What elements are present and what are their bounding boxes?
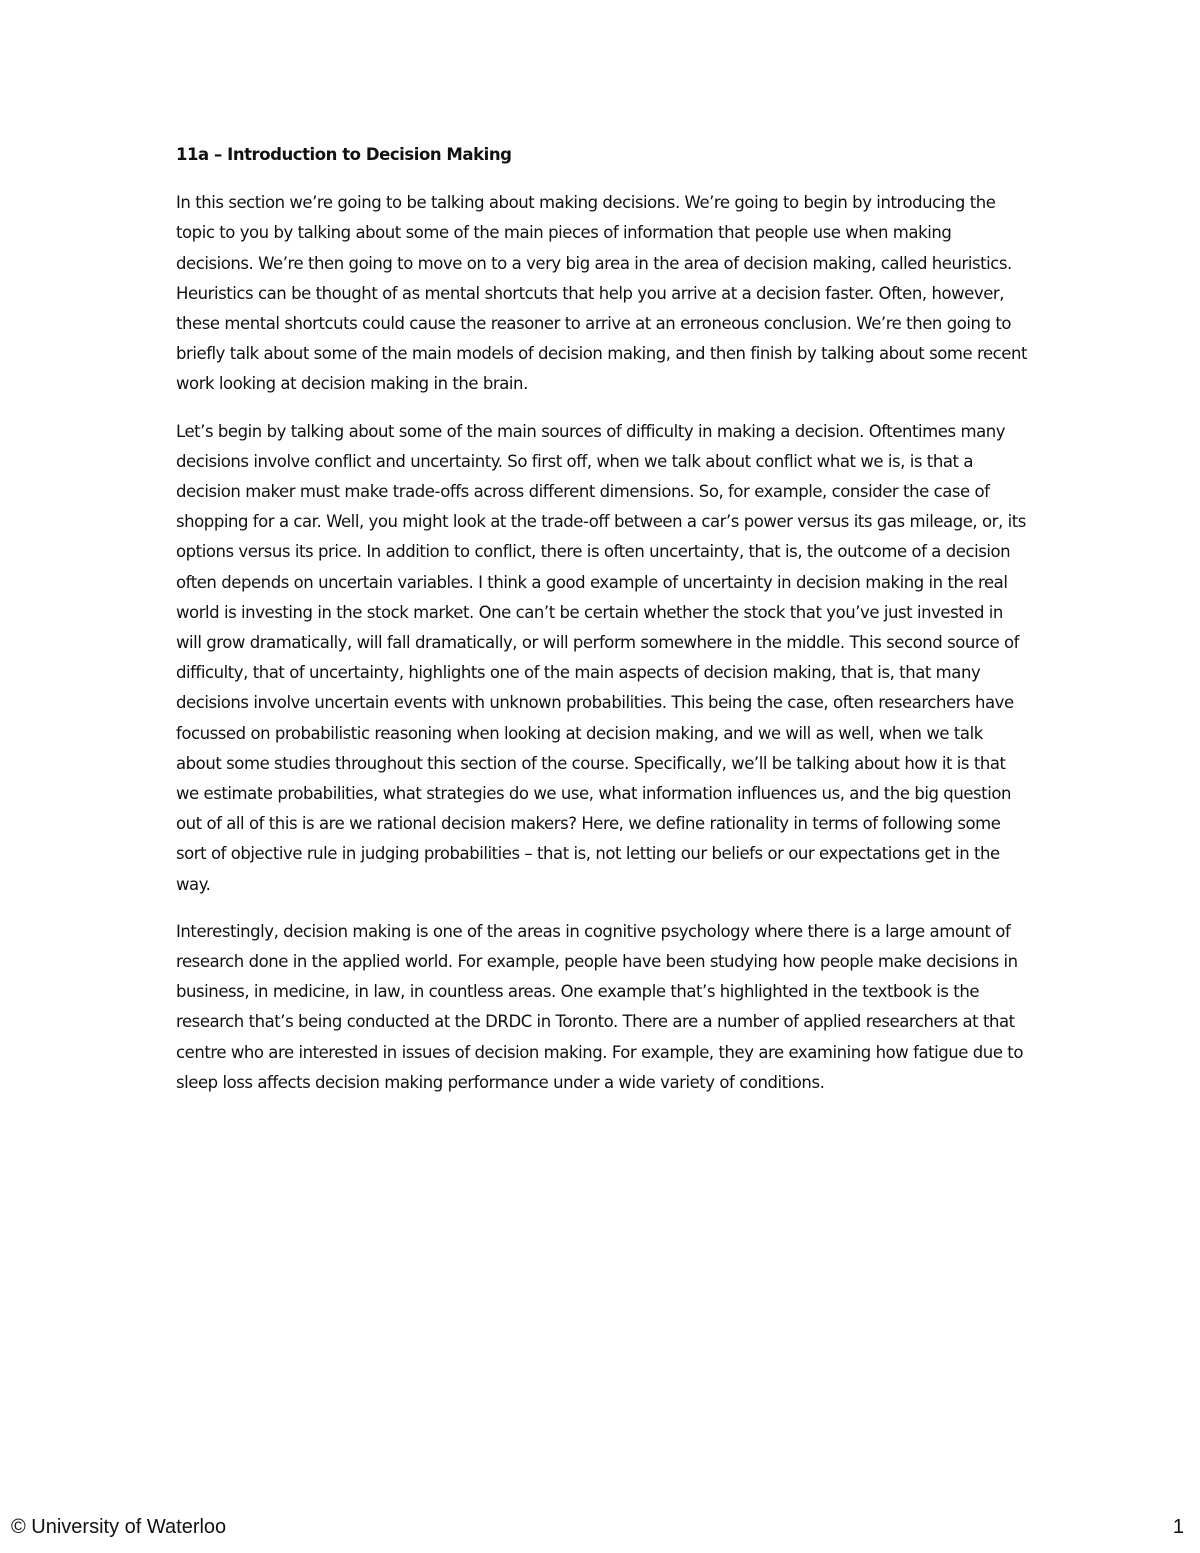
paragraph-applied-research: Interestingly, decision making is one of the areas in cognitive psychology where there is a large amount of research done in the applied world. For example, people have been studying how people make decisions in business, in medicine, in law, in countless areas. One example that’s highlighted in the textbook is the research that’s being conducted at the DRDC in Toronto. There are a number of applied researchers at that centre who are interested in issues of decision making. For example, they are examining how fatigue due to sleep loss affects decision making performance under a wide variety of conditions. [176,921,1023,1092]
footer-copyright: © University of Waterloo [11,1516,227,1538]
document-body [176,140,1028,1115]
paragraph-sources-of-difficulty: Let’s begin by talking about some of the main sources of difficulty in making a decision. Oftentimes many decisions involve conflict and uncertainty. So first off, when we talk about conflict what we is, is that a decision maker must make trade-offs across different dimensions. So, for example, consider the case of shopping for a car. Well, you might look at the trade-off between a car’s power versus its gas mileage, or, its options versus its price. In addition to conflict, there is often uncertainty, that is, the outcome of a decision often depends on uncertain variables. I think a good example of uncertainty in decision making in the real world is investing in the stock market. One can’t be certain whether the stock that you’ve just invested in will grow dramatically, will fall dramatically, or will perform somewhere in the middle. This second source of difficulty, that of uncertainty, highlights one of the main aspects of decision making, that is, that many decisions involve uncertain events with unknown probabilities. This being the case, often researchers have focussed on probabilistic reasoning when looking at decision making, and we will as well, when we talk about some studies throughout this section of the course. Specifically, we’ll be talking about how it is that we estimate probabilities, what strategies do we use, what information influences us, and the big question out of all of this is are we rational decision makers? Here, we define rationality in terms of following some sort of objective rule in judging probabilities – that is, not letting our beliefs or our expectations get in the way. [176,421,1026,894]
paragraph-introduction: In this section we’re going to be talking about making decisions. We’re going to begin by introducing the topic to you by talking about some of the main pieces of information that people use when making decisions. We’re then going to move on to a very big area in the area of decision making, called heuristics. Heuristics can be thought of as mental shortcuts that help you arrive at a decision faster. Often, however, these mental shortcuts could cause the reasoner to arrive at an erroneous conclusion. We’re then going to briefly talk about some of the main models of decision making, and then finish by talking about some recent work looking at decision making in the brain. [176,193,1028,394]
footer-page-number: 1 [1172,1516,1184,1538]
document-title: 11a – Introduction to Decision Making [176,145,512,164]
